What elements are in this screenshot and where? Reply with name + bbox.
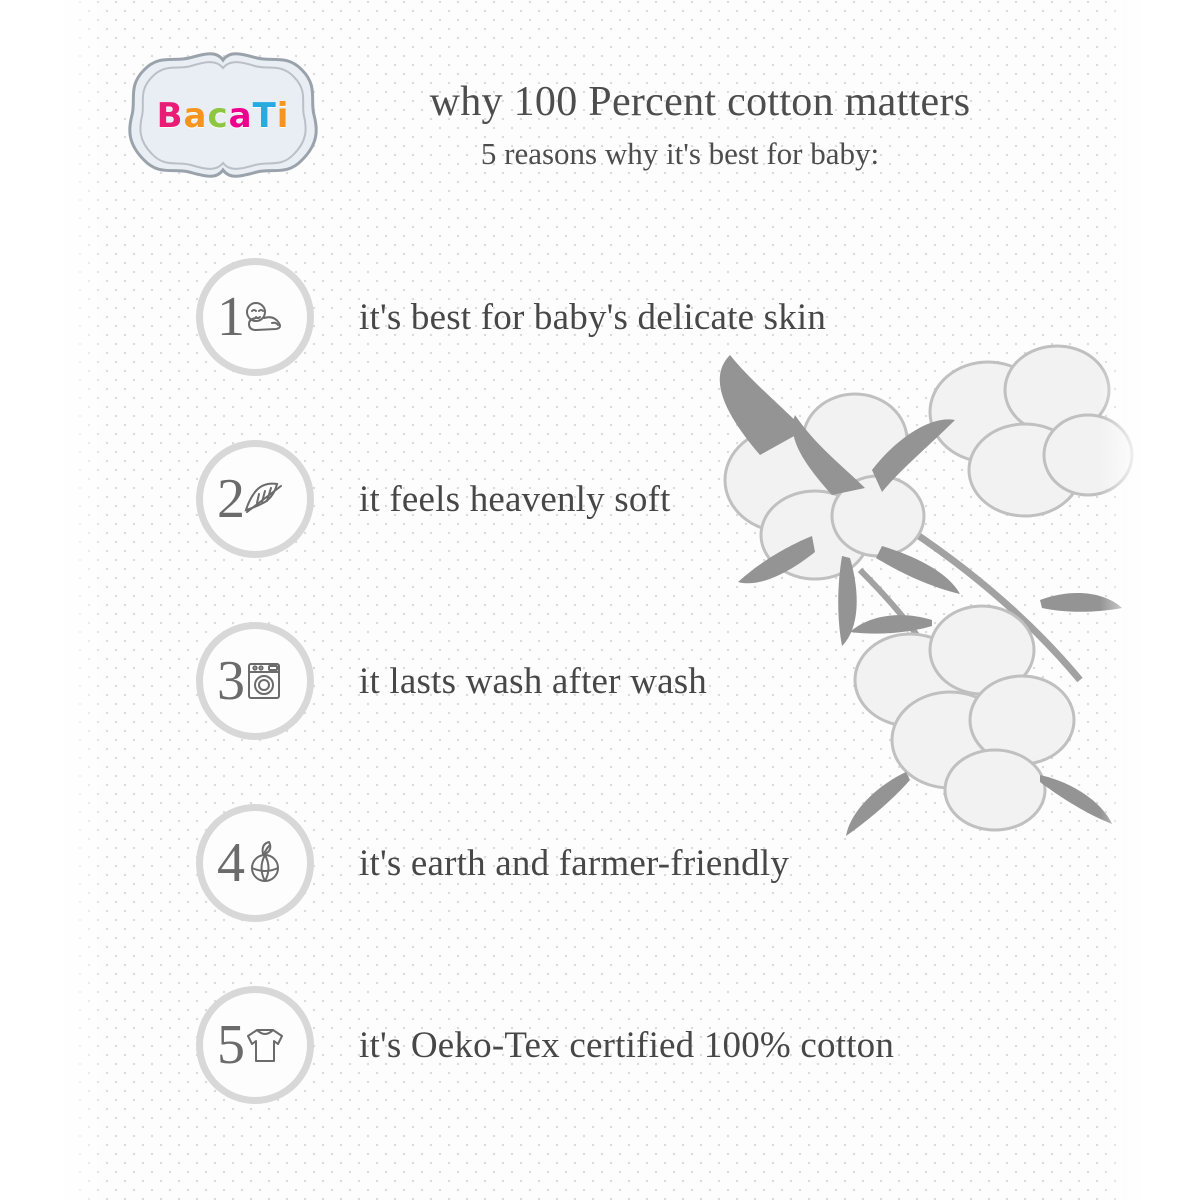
reason-badge-2 — [196, 440, 314, 558]
sleeping-baby-icon — [239, 292, 289, 342]
reason-badge-4 — [196, 804, 314, 922]
reason-text-2: it feels heavenly soft — [359, 478, 671, 520]
reason-badge-3 — [196, 622, 314, 740]
washing-machine-icon — [239, 656, 289, 706]
reason-number-1: 1 — [217, 286, 245, 348]
reason-number-4: 4 — [217, 832, 245, 894]
reason-item-5 — [196, 984, 1056, 1106]
reason-item-1 — [196, 256, 1056, 378]
feather-icon — [239, 474, 289, 524]
page-title: why 100 Percent cotton matters — [429, 79, 971, 125]
brand-logo-text: B a c a T i — [156, 95, 290, 136]
reason-number-2: 2 — [217, 468, 245, 530]
reason-item-4 — [196, 802, 1056, 924]
reason-badge-5 — [196, 986, 314, 1104]
reason-badge-1 — [196, 258, 314, 376]
reason-text-1: it's best for baby's delicate skin — [359, 296, 827, 338]
header — [0, 28, 1200, 188]
cotton-boll-illustration — [610, 320, 1140, 840]
right-edge-fade — [1100, 0, 1200, 1200]
reason-number-3: 3 — [217, 650, 245, 712]
reason-text-4: it's earth and farmer-friendly — [359, 842, 790, 884]
reason-number-5: 5 — [217, 1014, 245, 1076]
page-subtitle: 5 reasons why it's best for baby: — [480, 136, 880, 171]
reason-text-3: it lasts wash after wash — [359, 660, 707, 702]
left-edge-fade — [0, 0, 110, 1200]
reason-item-2 — [196, 438, 1056, 560]
reason-item-3 — [196, 620, 1056, 742]
globe-leaf-icon — [239, 838, 289, 888]
shirt-icon — [239, 1020, 289, 1070]
reason-text-5: it's Oeko-Tex certified 100% cotton — [359, 1024, 895, 1066]
brand-logo-badge — [104, 48, 342, 183]
